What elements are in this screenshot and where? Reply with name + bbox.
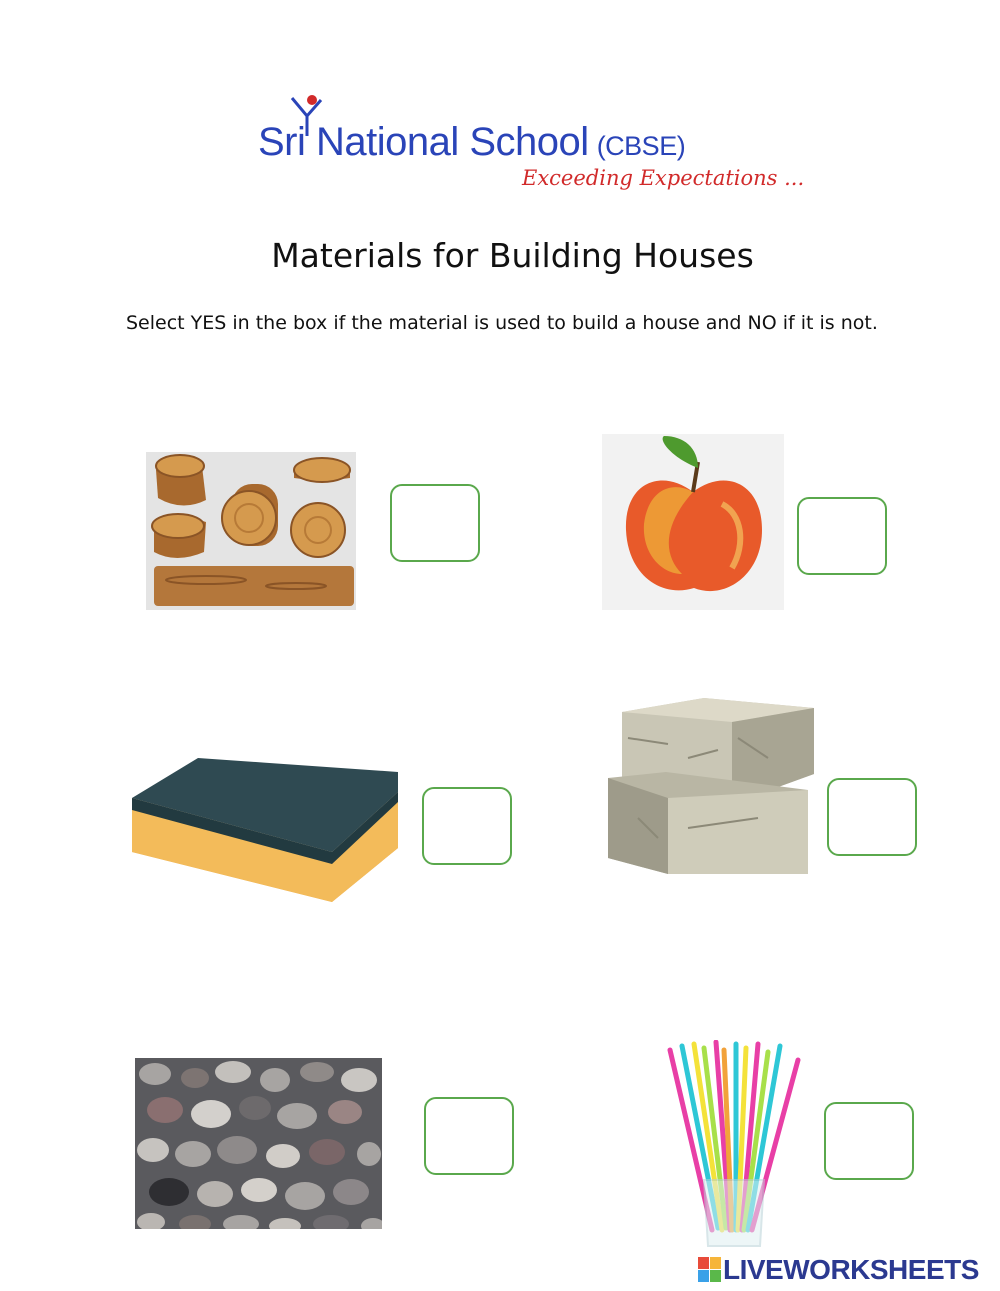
wood-logs-icon bbox=[146, 452, 356, 610]
stone-blocks-icon bbox=[608, 698, 818, 880]
brand-name: LIVEWORKSHEETS bbox=[723, 1254, 979, 1285]
answer-box-wood[interactable] bbox=[390, 484, 480, 562]
sponge-icon bbox=[128, 752, 402, 904]
answer-box-sponge[interactable] bbox=[422, 787, 512, 865]
instructions: Select YES in the box if the material is used to build a house and NO if it is not. bbox=[126, 312, 878, 334]
answer-box-straws[interactable] bbox=[824, 1102, 914, 1180]
page-title: Materials for Building Houses bbox=[271, 236, 754, 275]
liveworksheets-logo[interactable] bbox=[697, 1254, 979, 1286]
answer-box-apple[interactable] bbox=[797, 497, 887, 575]
school-name bbox=[258, 120, 685, 165]
apple-icon bbox=[602, 434, 784, 610]
answer-box-stone[interactable] bbox=[827, 778, 917, 856]
school-tagline: Exceeding Expectations ... bbox=[522, 166, 805, 190]
answer-box-pebbles[interactable] bbox=[424, 1097, 514, 1175]
pebbles-icon bbox=[135, 1058, 382, 1229]
straws-icon bbox=[664, 1040, 804, 1250]
school-board: (CBSE) bbox=[596, 131, 686, 161]
school-name-text: Sri National School bbox=[258, 120, 589, 164]
liveworksheets-icon bbox=[697, 1256, 723, 1284]
